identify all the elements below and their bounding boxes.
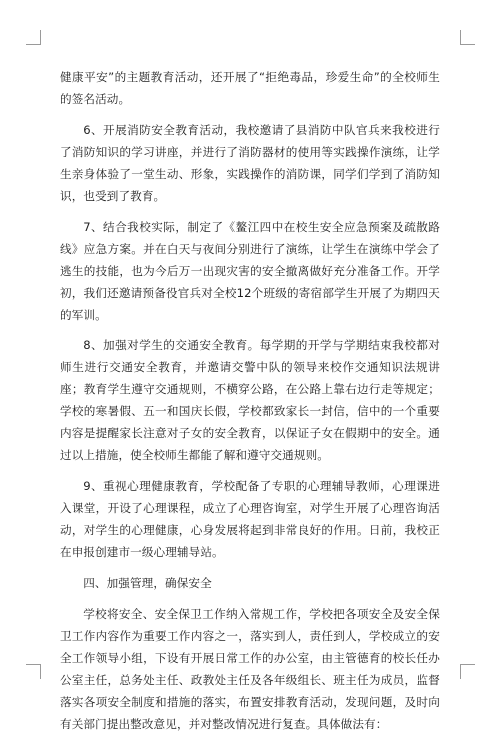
document-body bbox=[60, 66, 440, 744]
paragraph-continuation: 健康平安”的主题教育活动，还开展了“拒绝毒品，珍爱生命”的全校师生的签名活动。 bbox=[60, 70, 440, 106]
paragraph-mental-health: 9、重视心理健康教育，学校配备了专职的心理辅导教师，心理课进入课堂，开设了心理课程，成立了心理咨询室，对学生开展了心理咨询活动，对学生的心理健康，心身发展将起到非常良好的作用。日前，我校正在申报创建市一级心理辅导站。 bbox=[60, 479, 440, 560]
crop-mark-bottom-right bbox=[460, 664, 475, 679]
paragraph-fire-safety: 6、开展消防安全教育活动，我校邀请了县消防中队官兵来我校进行了消防知识的学习讲座，并进行了消防器材的使用等实践操作演练，让学生亲身体验了一堂生动、形象，实践操作的消防课，同学们学到了消防知识，也受到了教育。 bbox=[60, 122, 440, 203]
paragraph-emergency-plan: 7、结合我校实际，制定了《鳌江四中在校生安全应急预案及疏散路线》应急方案。并在白天与夜间分别进行了演练，让学生在演练中学会了逃生的技能，也为今后万一出现灾害的安全撤离做好充分准备工作。开学初，我们还邀请预备役官兵对全校12个班级的寄宿部学生开展了为期四天的军训。 bbox=[60, 219, 440, 322]
section-heading-management: 四、加强管理，确保安全 bbox=[83, 575, 212, 590]
crop-mark-bottom-left bbox=[26, 664, 41, 679]
crop-mark-top-right bbox=[460, 30, 475, 45]
paragraph-traffic-safety: 8、加强对学生的交通安全教育。每学期的开学与学期结束我校都对师生进行交通安全教育，并邀请交警中队的领导来校作交通知识法规讲座；教育学生遵守交通规则，不横穿公路，在公路上靠右边行走等规定；学校的寒暑假、五一和国庆长假，学校都致家长一封信，信中的一个重要内容是提醒家长注意对子女的安全教育，以保证子女在假期中的安全。通过以上措施，使全校师生都能了解和遵守交通规则。 bbox=[60, 338, 440, 463]
paragraph-management: 学校将安全、安全保卫工作纳入常规工作，学校把各项安全及安全保卫工作内容作为重要工作内容之一，落实到人，责任到人，学校成立的安全工作领导小组，下设有开展日常工作的办公室，由主管德育的校长任办公室主任，总务处主任、政教处主任及各年级组长、班主任为成员，监督落实各项安全制度和措施的落实，布置安排教育活动，发现问题，及时向有关部门提出整改意见，并对整改情况进行复查。具体做法有： bbox=[60, 606, 440, 731]
crop-mark-top-left bbox=[26, 30, 41, 45]
